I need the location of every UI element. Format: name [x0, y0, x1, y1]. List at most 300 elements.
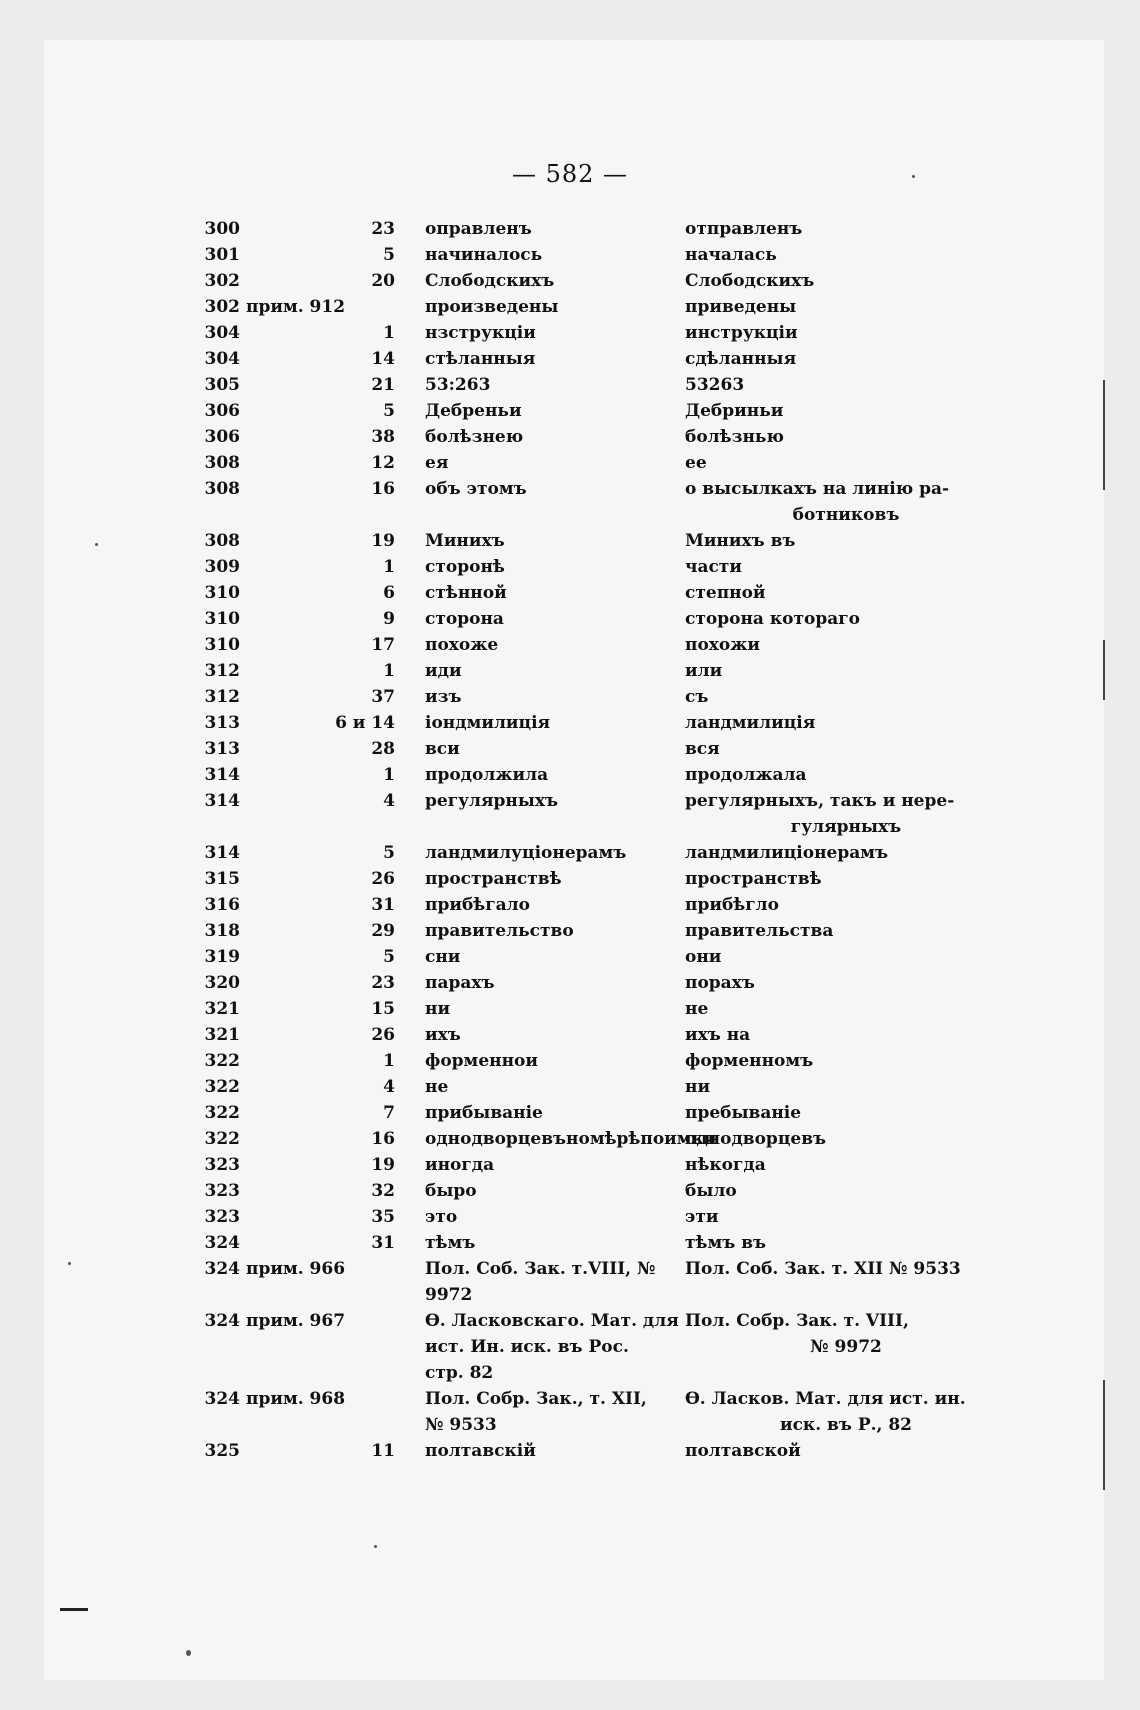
text-line: однодворцевъ [685, 1129, 827, 1149]
corrected-text [685, 762, 985, 788]
page-ref: 324 [204, 1233, 240, 1253]
text-line: прибѣгало [425, 895, 530, 915]
printed-text [395, 1230, 685, 1256]
page-ref: 308 [204, 479, 240, 499]
corrected-text [685, 1308, 985, 1360]
printed-text [395, 580, 685, 606]
corrected-text [685, 372, 985, 398]
scan-speck [374, 1545, 377, 1548]
printed-text [395, 684, 685, 710]
errata-row [195, 1048, 1015, 1074]
page-ref: 310 [204, 635, 240, 655]
text-line: объ этомъ [425, 479, 527, 499]
text-line: ботниковъ [792, 505, 900, 525]
text-line: Пол. Собр. Зак., т. XII, [425, 1389, 647, 1409]
page-ref: 322 [204, 1051, 240, 1071]
errata-row [195, 866, 1015, 892]
printed-text [395, 450, 685, 476]
printed-text [395, 944, 685, 970]
text-line: Ѳ. Ласков. Мат. для ист. ин. [685, 1389, 966, 1409]
text-line: не [425, 1077, 449, 1097]
page-ref: 322 [204, 1077, 240, 1097]
printed-text [395, 632, 685, 658]
printed-text [395, 1022, 685, 1048]
text-line: пространствѣ [685, 869, 822, 889]
page-ref: 320 [204, 973, 240, 993]
errata-row [195, 710, 1015, 736]
corrected-text [685, 346, 985, 372]
corrected-text [685, 632, 985, 658]
corrected-text [685, 320, 985, 346]
errata-row [195, 1100, 1015, 1126]
text-line: Дебриньи [685, 401, 784, 421]
errata-row [195, 762, 1015, 788]
text-line: болѣзнею [425, 427, 524, 447]
line-ref: 7 [383, 1103, 395, 1123]
line-ref: 1 [383, 661, 395, 681]
errata-row [195, 1074, 1015, 1100]
text-line: ландмилиціонерамъ [685, 843, 889, 863]
text-line: регулярныхъ, такъ и нере- [685, 791, 955, 811]
line-ref: 31 [371, 1233, 395, 1253]
text-line: иногда [425, 1155, 495, 1175]
line-ref: 5 [383, 401, 395, 421]
page-ref: 318 [204, 921, 240, 941]
printed-text [395, 918, 685, 944]
text-line: Пол. Собр. Зак. т. VIII, [685, 1311, 909, 1331]
printed-text [395, 1386, 685, 1438]
text-line: степной [685, 583, 766, 603]
text-line: ни [425, 999, 451, 1019]
corrected-text [685, 1126, 985, 1152]
text-line: не [685, 999, 709, 1019]
corrected-text [685, 216, 985, 242]
page-ref: 313 [204, 739, 240, 759]
page-ref: 314 [204, 843, 240, 863]
printed-text [395, 320, 685, 346]
text-line: началась [685, 245, 777, 265]
errata-row [195, 1386, 1015, 1438]
text-line: приведены [685, 297, 797, 317]
text-line: однодворцевъномѣрѣпоимки [425, 1129, 717, 1149]
scan-speck [912, 175, 915, 178]
text-line: эти [685, 1207, 719, 1227]
corrected-text [685, 294, 985, 320]
errata-row [195, 918, 1015, 944]
corrected-text [685, 476, 985, 528]
page-ref: 304 [204, 323, 240, 343]
line-ref: 4 [383, 791, 395, 811]
errata-row [195, 450, 1015, 476]
line-ref: 32 [371, 1181, 395, 1201]
printed-text [395, 892, 685, 918]
page-ref: 310 [204, 583, 240, 603]
line-ref: 31 [371, 895, 395, 915]
line-ref: 1 [383, 323, 395, 343]
line-ref: 1 [383, 765, 395, 785]
text-line: похоже [425, 635, 499, 655]
text-line: стр. 82 [425, 1363, 494, 1383]
page-ref: 304 [204, 349, 240, 369]
line-ref: 19 [371, 1155, 395, 1175]
page-ref: 321 [204, 1025, 240, 1045]
errata-row [195, 476, 1015, 528]
text-line: стѣланныя [425, 349, 536, 369]
printed-text [395, 242, 685, 268]
page-ref: 308 [204, 531, 240, 551]
text-line: иск. въ Р., 82 [779, 1415, 913, 1435]
text-line: ихъ [425, 1025, 461, 1045]
page-ref: 315 [204, 869, 240, 889]
errata-row [195, 944, 1015, 970]
page-number: — 582 — [511, 160, 629, 188]
errata-row [195, 424, 1015, 450]
text-line: сдѣланныя [685, 349, 797, 369]
corrected-text [685, 1230, 985, 1256]
line-ref: 28 [371, 739, 395, 759]
line-ref: 6 и 14 [335, 713, 395, 733]
errata-row [195, 736, 1015, 762]
scan-speck [186, 1650, 191, 1656]
corrected-text [685, 398, 985, 424]
text-line: Минихъ [425, 531, 505, 551]
printed-text [395, 1204, 685, 1230]
text-line: 53:263 [425, 375, 491, 395]
text-line: парахъ [425, 973, 495, 993]
page-ref: 306 [204, 401, 240, 421]
text-line: тѣмъ [425, 1233, 476, 1253]
page-ref: 302 [204, 271, 240, 291]
corrected-text [685, 528, 985, 554]
line-ref: 35 [371, 1207, 395, 1227]
scan-speck [68, 1262, 71, 1265]
line-ref: прим. 967 [246, 1311, 346, 1331]
line-ref: 9 [383, 609, 395, 629]
printed-text [395, 1100, 685, 1126]
text-line: полтавской [685, 1441, 801, 1461]
line-ref: 1 [383, 1051, 395, 1071]
page-ref: 301 [204, 245, 240, 265]
errata-row [195, 1152, 1015, 1178]
line-ref: 38 [371, 427, 395, 447]
text-line: иди [425, 661, 462, 681]
text-line: Пол. Соб. Зак. т. XII № 9533 [685, 1259, 961, 1279]
printed-text [395, 372, 685, 398]
text-line: форменномъ [685, 1051, 814, 1071]
text-line: сторона котораго [685, 609, 860, 629]
corrected-text [685, 1438, 985, 1464]
text-line: похожи [685, 635, 761, 655]
corrected-text [685, 1204, 985, 1230]
corrected-text [685, 424, 985, 450]
corrected-text [685, 580, 985, 606]
line-ref: прим. 966 [246, 1259, 346, 1279]
line-ref: 21 [371, 375, 395, 395]
page-ref: 314 [204, 791, 240, 811]
line-ref: 23 [371, 219, 395, 239]
text-line: изъ [425, 687, 462, 707]
printed-text [395, 736, 685, 762]
corrected-text [685, 866, 985, 892]
printed-text [395, 710, 685, 736]
line-ref: 17 [371, 635, 395, 655]
corrected-text [685, 268, 985, 294]
corrected-text [685, 736, 985, 762]
text-line: ихъ на [685, 1025, 751, 1045]
text-line: 53263 [685, 375, 745, 395]
corrected-text [685, 658, 985, 684]
text-line: ландмилиція [685, 713, 816, 733]
printed-text [395, 1256, 685, 1308]
line-ref: 12 [371, 453, 395, 473]
text-line: прибѣгло [685, 895, 779, 915]
text-line: ист. Ин. иск. въ Рос. [425, 1337, 629, 1357]
page-ref: 300 [204, 219, 240, 239]
text-line: инструкціи [685, 323, 798, 343]
text-line: пространствѣ [425, 869, 562, 889]
text-line: ея [425, 453, 449, 473]
text-line: форменнои [425, 1051, 538, 1071]
printed-text [395, 1048, 685, 1074]
line-ref: 6 [383, 583, 395, 603]
text-line: болѣзнью [685, 427, 784, 447]
text-line: Слободскихъ [685, 271, 815, 291]
line-ref: 11 [371, 1441, 395, 1461]
errata-row [195, 320, 1015, 346]
corrected-text [685, 554, 985, 580]
printed-text [395, 1438, 685, 1464]
text-line: продолжала [685, 765, 807, 785]
scan-speck [95, 543, 98, 546]
errata-row [195, 1438, 1015, 1464]
printed-text [395, 1152, 685, 1178]
errata-row [195, 1022, 1015, 1048]
line-ref: 5 [383, 843, 395, 863]
errata-row [195, 996, 1015, 1022]
text-line: сторонѣ [425, 557, 505, 577]
printed-text [395, 1126, 717, 1152]
scan-dash-mark [60, 1608, 88, 1611]
errata-row [195, 268, 1015, 294]
page-ref: 306 [204, 427, 240, 447]
page-ref: 310 [204, 609, 240, 629]
text-line: ландмилуціонерамъ [425, 843, 627, 863]
errata-row [195, 216, 1015, 242]
errata-row [195, 1308, 1015, 1386]
scan-edge-mark [1103, 1380, 1105, 1490]
line-ref: 5 [383, 245, 395, 265]
text-line: прибываніе [425, 1103, 543, 1123]
line-ref: 16 [371, 479, 395, 499]
errata-row [195, 580, 1015, 606]
text-line: ее [685, 453, 707, 473]
text-line: правительство [425, 921, 574, 941]
errata-table [195, 216, 1015, 1464]
text-line: отправленъ [685, 219, 803, 239]
printed-text [395, 294, 685, 320]
errata-row [195, 554, 1015, 580]
text-line: нзструкціи [425, 323, 536, 343]
printed-text [395, 606, 685, 632]
page-ref: 324 [204, 1311, 240, 1331]
errata-row [195, 1178, 1015, 1204]
errata-row [195, 346, 1015, 372]
page-ref: 308 [204, 453, 240, 473]
page-ref: 323 [204, 1155, 240, 1175]
corrected-text [685, 450, 985, 476]
corrected-text [685, 1022, 985, 1048]
errata-row [195, 372, 1015, 398]
text-line: регулярныхъ [425, 791, 559, 811]
page-ref: 321 [204, 999, 240, 1019]
errata-row [195, 606, 1015, 632]
errata-row [195, 1256, 1015, 1308]
printed-text [395, 970, 685, 996]
corrected-text [685, 996, 985, 1022]
errata-row [195, 632, 1015, 658]
errata-row [195, 1204, 1015, 1230]
errata-row [195, 294, 1015, 320]
corrected-text [685, 840, 985, 866]
text-line: сторона [425, 609, 504, 629]
printed-text [395, 528, 685, 554]
text-line: нѣкогда [685, 1155, 766, 1175]
errata-row [195, 528, 1015, 554]
page-ref: 324 [204, 1259, 240, 1279]
page-ref: 324 [204, 1389, 240, 1409]
text-line: оправленъ [425, 219, 532, 239]
page-ref: 323 [204, 1181, 240, 1201]
scan-edge-mark [1103, 380, 1105, 490]
text-line: стѣнной [425, 583, 507, 603]
page-ref: 323 [204, 1207, 240, 1227]
line-ref: 4 [383, 1077, 395, 1097]
line-ref: 16 [371, 1129, 395, 1149]
printed-text [395, 762, 685, 788]
text-line: вся [685, 739, 720, 759]
line-ref: 15 [371, 999, 395, 1019]
line-ref: прим. 968 [246, 1389, 346, 1409]
text-line: іондмилиція [425, 713, 551, 733]
text-line: произведены [425, 297, 559, 317]
corrected-text [685, 1048, 985, 1074]
page-ref: 305 [204, 375, 240, 395]
printed-text [395, 996, 685, 1022]
errata-row [195, 1230, 1015, 1256]
text-line: продолжила [425, 765, 549, 785]
line-ref: 1 [383, 557, 395, 577]
text-line: было [685, 1181, 737, 1201]
errata-row [195, 892, 1015, 918]
scan-edge-mark [1103, 640, 1105, 700]
errata-row [195, 398, 1015, 424]
printed-text [395, 1074, 685, 1100]
printed-text [395, 658, 685, 684]
text-line: съ [685, 687, 709, 707]
line-ref: 26 [371, 869, 395, 889]
page-ref: 312 [204, 661, 240, 681]
corrected-text [685, 1256, 985, 1282]
corrected-text [685, 606, 985, 632]
printed-text [395, 1178, 685, 1204]
text-line: вси [425, 739, 460, 759]
text-line: пребываніе [685, 1103, 802, 1123]
printed-text [395, 840, 685, 866]
line-ref: 29 [371, 921, 395, 941]
printed-text [395, 398, 685, 424]
page-ref: 314 [204, 765, 240, 785]
text-line: части [685, 557, 742, 577]
text-line: Слободскихъ [425, 271, 555, 291]
text-line: Минихъ въ [685, 531, 796, 551]
text-line: Дебреньи [425, 401, 522, 421]
corrected-text [685, 970, 985, 996]
corrected-text [685, 944, 985, 970]
errata-row [195, 684, 1015, 710]
page-ref: 312 [204, 687, 240, 707]
page-ref: 302 [204, 297, 240, 317]
printed-text [395, 268, 685, 294]
line-ref: 26 [371, 1025, 395, 1045]
errata-row [195, 840, 1015, 866]
text-line: быро [425, 1181, 477, 1201]
page-ref: 309 [204, 557, 240, 577]
text-line: они [685, 947, 722, 967]
text-line: гулярныхъ [790, 817, 902, 837]
printed-text [395, 346, 685, 372]
corrected-text [685, 1152, 985, 1178]
page-ref: 322 [204, 1129, 240, 1149]
line-ref: 20 [371, 271, 395, 291]
corrected-text [685, 1074, 985, 1100]
text-line: тѣмъ въ [685, 1233, 767, 1253]
corrected-text [685, 1100, 985, 1126]
corrected-text [685, 710, 985, 736]
line-ref: 19 [371, 531, 395, 551]
errata-row [195, 658, 1015, 684]
errata-row [195, 242, 1015, 268]
printed-text [395, 788, 685, 814]
text-line: Ѳ. Ласковскаго. Мат. для [425, 1311, 679, 1331]
page-ref: 313 [204, 713, 240, 733]
corrected-text [685, 242, 985, 268]
text-line: полтавскій [425, 1441, 536, 1461]
text-line: начиналось [425, 245, 543, 265]
printed-text [395, 216, 685, 242]
errata-row [195, 788, 1015, 840]
corrected-text [685, 684, 985, 710]
errata-row [195, 970, 1015, 996]
text-line: или [685, 661, 723, 681]
page-ref: 319 [204, 947, 240, 967]
text-line: это [425, 1207, 458, 1227]
text-line: № 9972 [810, 1337, 882, 1357]
text-line: сни [425, 947, 461, 967]
line-ref: 14 [371, 349, 395, 369]
text-line: правительства [685, 921, 834, 941]
text-line: о высылкахъ на линію ра- [685, 479, 950, 499]
printed-text [395, 554, 685, 580]
corrected-text [685, 1386, 985, 1438]
line-ref: 23 [371, 973, 395, 993]
page-ref: 325 [204, 1441, 240, 1461]
text-line: № 9533 [425, 1415, 497, 1435]
corrected-text [685, 1178, 985, 1204]
printed-text [395, 866, 685, 892]
page-ref: 322 [204, 1103, 240, 1123]
text-line: порахъ [685, 973, 755, 993]
line-ref: 5 [383, 947, 395, 967]
